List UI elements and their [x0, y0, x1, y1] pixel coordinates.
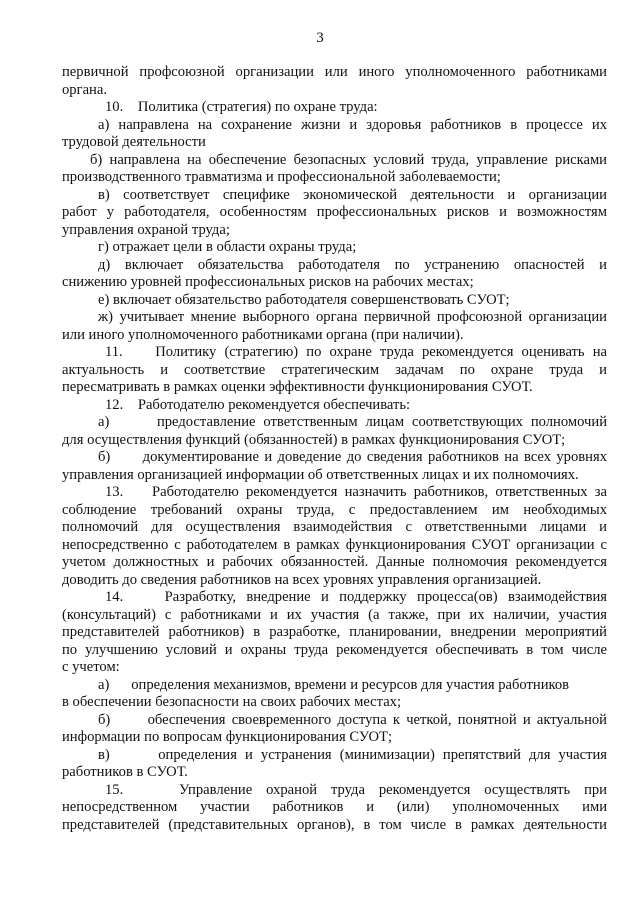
text-line: снижению уровней профессиональных рисков на рабочих местах; — [62, 274, 474, 290]
text-line: пересматривать в рамках оценки эффективности функционирования СУОТ. — [62, 379, 533, 395]
text-line: б) обеспечения своевременного доступа к четкой, понятной и актуальной — [98, 711, 607, 728]
text-line: с учетом: — [62, 659, 120, 675]
text-line: а) предоставление ответственным лицам соответствующих полномочий — [98, 414, 607, 430]
text-line: органа. — [62, 81, 107, 98]
text-line: работников в СУОТ. — [62, 764, 188, 780]
text-line: б) направлена на обеспечение безопасных условий труда, управление рисками — [90, 151, 607, 168]
text-line: трудовой деятельности — [62, 134, 206, 150]
text-line: 12. Работодателю рекомендуется обеспечивать: — [105, 396, 411, 413]
text-line: (консультаций) с работниками и их участия (а также, при их наличии, участия — [62, 606, 607, 623]
text-line: 14. Разработку, внедрение и поддержку процесса(ов) взаимодействия — [105, 589, 607, 605]
page-number: 3 — [316, 30, 324, 46]
text-line: г) отражает цели в области охраны труда; — [98, 239, 357, 255]
text-line: представителей работников) в разработке, планировании, внедрении мероприятий — [62, 624, 607, 640]
text-line: ж) учитывает мнение выборного органа первичной профсоюзной организации — [98, 309, 607, 325]
text-line: а) направлена на сохранение жизни и здоровья работников в процессе их — [98, 116, 607, 133]
text-line: для осуществления функций (обязанностей) в рамках функционирования СУОТ; — [62, 431, 566, 448]
text-line: по улучшению условий и охраны труда рекомендуется обеспечивать в том числе — [62, 641, 607, 658]
text-line: 11. Политику (стратегию) по охране труда рекомендуется оценивать на — [105, 344, 607, 360]
text-line: в) определения и устранения (минимизации) препятствий для участия — [98, 746, 607, 763]
text-line: б) документирование и доведение до сведения работников на всех уровнях — [98, 449, 607, 465]
text-line: 15. Управление охраной труда рекомендуется осуществлять при — [105, 781, 607, 798]
text-line: доводить до сведения работников на всех уровнях управления организацией. — [62, 571, 542, 588]
text-line: производственного травматизма и профессиональной заболеваемости; — [62, 169, 501, 185]
text-line: первичной профсоюзной организации или иного уполномоченного работниками — [62, 64, 607, 80]
text-line: д) включает обязательства работодателя по устранению опасностей и — [98, 256, 607, 273]
text-line: учетом должностных и рабочих обязанностей. Данные полномочия рекомендуется — [62, 554, 607, 570]
text-line: представителей (представительных органов), в том числе в рамках деятельности — [62, 816, 607, 833]
text-line: непосредственно с работодателем в рамках функционирования СУОТ организации с — [62, 536, 607, 553]
text-line: управления охраной труда; — [62, 221, 230, 238]
text-line: полномочий для осуществления взаимодействия с ответственными лицами и — [62, 519, 607, 535]
text-line: или иного уполномоченного работниками органа (при наличии). — [62, 326, 464, 343]
document-body — [62, 64, 607, 834]
text-line: актуальность и соответствие стратегическим задачам по охране труда и — [62, 361, 607, 378]
text-line: 10. Политика (стратегия) по охране труда: — [105, 99, 378, 115]
text-line: непосредственном участии работников и (или) уполномоченных ими — [62, 799, 607, 815]
text-line: работ у работодателя, особенностям профессиональных рисков и возможностям — [62, 204, 607, 220]
text-line: е) включает обязательство работодателя совершенствовать СУОТ; — [98, 291, 510, 308]
text-line: 13. Работодателю рекомендуется назначить работников, ответственных за — [105, 484, 607, 500]
text-line: в) соответствует специфике экономической деятельности и организации — [98, 186, 607, 203]
text-line: информации по вопросам функционирования СУОТ; — [62, 729, 392, 745]
text-line: а) определения механизмов, времени и ресурсов для участия работников — [98, 676, 570, 693]
text-line: в обеспечении безопасности на своих рабочих местах; — [62, 694, 402, 710]
text-line: соблюдение требований охраны труда, с предоставлением им необходимых — [62, 501, 607, 518]
text-line: управления организацией информации об ответственных лицах и их полномочиях. — [62, 466, 579, 483]
